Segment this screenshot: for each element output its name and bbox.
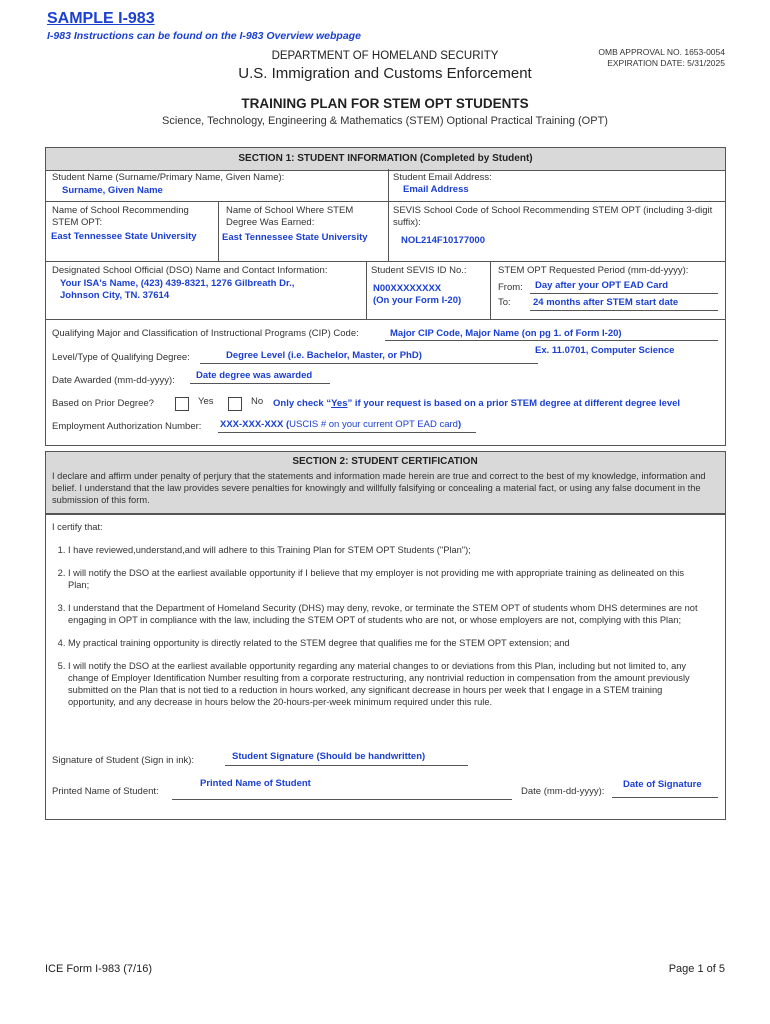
from-label: From: bbox=[498, 282, 523, 293]
ead-field[interactable]: XXX-XXX-XXX (USCIS # on your current OPT EAD card) bbox=[220, 419, 462, 430]
omb-approval: OMB APPROVAL NO. 1653-0054 bbox=[598, 47, 725, 57]
list-item: 2. I will notify the DSO at the earliest available opportunity if I believe that my employer is not providing me with appropriate training as delineated on this Plan; bbox=[68, 567, 706, 591]
prior-degree-yes-checkbox[interactable] bbox=[175, 397, 189, 411]
to-field[interactable]: 24 months after STEM start date bbox=[533, 297, 679, 308]
student-email-label: Student Email Address: bbox=[393, 172, 492, 183]
form-subtitle: Science, Technology, Engineering & Mathematics (STEM) Optional Practical Training (OPT) bbox=[162, 115, 608, 127]
dso-field-line1[interactable]: Your ISA's Name, (423) 439-8321, 1276 Gilbreath Dr., bbox=[60, 278, 295, 289]
instructions-link[interactable]: I-983 Instructions can be found on the I-983 Overview webpage bbox=[47, 30, 361, 42]
sevis-id-label: Student SEVIS ID No.: bbox=[371, 265, 467, 276]
prior-degree-label: Based on Prior Degree? bbox=[52, 398, 154, 409]
prior-degree-note: Only check “Yes” if your request is based on a prior STEM degree at different degree level bbox=[273, 398, 681, 409]
list-item: 3. I understand that the Department of Homeland Security (DHS) may deny, revoke, or terminate the STEM OPT of students whom DHS determines are not engaging in OPT in compliance with the law, including the STEM OPT of students who are not, or whose employers are not, complying with this Plan; bbox=[68, 602, 706, 626]
signature-field[interactable]: Student Signature (Should be handwritten) bbox=[232, 751, 426, 762]
date-label: Date (mm-dd-yyyy): bbox=[521, 786, 605, 797]
cip-label: Qualifying Major and Classification of Instructional Programs (CIP) Code: bbox=[52, 328, 359, 339]
to-label: To: bbox=[498, 297, 511, 308]
dso-field-line2[interactable]: Johnson City, TN. 37614 bbox=[60, 290, 170, 301]
certification-list bbox=[46, 544, 706, 719]
section2-header: SECTION 2: STUDENT CERTIFICATION bbox=[292, 456, 478, 467]
period-label: STEM OPT Requested Period (mm-dd-yyyy): bbox=[498, 265, 689, 276]
cip-example: Ex. 11.0701, Computer Science bbox=[535, 345, 675, 356]
printed-name-field[interactable]: Printed Name of Student bbox=[200, 778, 311, 789]
school-earned-field[interactable]: East Tennessee State University bbox=[222, 232, 368, 243]
date-field[interactable]: Date of Signature bbox=[623, 779, 702, 790]
form-id: ICE Form I-983 (7/16) bbox=[45, 963, 152, 975]
list-item: 4. My practical training opportunity is directly related to the STEM degree that qualifies me for the STEM OPT extension; and bbox=[68, 637, 706, 649]
declaration-text: I declare and affirm under penalty of perjury that the statements and information made herein are true and correct to the best of my knowledge, information and belief. I understand that the law provides severe penalties for knowingly and willfully falsifying or concealing a material fact, or using any false document in the submission of this form. bbox=[52, 471, 706, 505]
school-recommending-label: Name of School Recommending STEM OPT: bbox=[52, 205, 189, 228]
date-awarded-field[interactable]: Date degree was awarded bbox=[196, 370, 313, 381]
student-name-field[interactable]: Surname, Given Name bbox=[62, 185, 163, 196]
certify-intro: I certify that: bbox=[52, 522, 103, 532]
from-field[interactable]: Day after your OPT EAD Card bbox=[535, 280, 669, 291]
sevis-id-note: (On your Form I-20) bbox=[373, 295, 462, 306]
form-title: TRAINING PLAN FOR STEM OPT STUDENTS bbox=[241, 96, 529, 111]
section1-header: SECTION 1: STUDENT INFORMATION (Completed by Student) bbox=[45, 147, 726, 171]
sevis-id-field[interactable]: N00XXXXXXXX bbox=[373, 283, 442, 294]
sevis-code-field[interactable]: NOL214F10177000 bbox=[401, 235, 485, 246]
cip-field[interactable]: Major CIP Code, Major Name (on pg 1. of Form I-20) bbox=[390, 328, 622, 339]
expiration-date: EXPIRATION DATE: 5/31/2025 bbox=[607, 58, 725, 68]
degree-label: Level/Type of Qualifying Degree: bbox=[52, 352, 190, 363]
school-recommending-field[interactable]: East Tennessee State University bbox=[51, 231, 197, 242]
dso-label: Designated School Official (DSO) Name and Contact Information: bbox=[52, 265, 328, 276]
sevis-code-label: SEVIS School Code of School Recommending STEM OPT (including 3-digit suffix): bbox=[393, 205, 713, 228]
prior-degree-no-checkbox[interactable] bbox=[228, 397, 242, 411]
ead-label: Employment Authorization Number: bbox=[52, 421, 202, 432]
list-item: 1. I have reviewed,understand,and will adhere to this Training Plan for STEM OPT Students ("Plan"); bbox=[68, 544, 706, 556]
sample-title: SAMPLE I-983 bbox=[47, 10, 155, 27]
department-name: DEPARTMENT OF HOMELAND SECURITY bbox=[271, 50, 499, 62]
printed-name-label: Printed Name of Student: bbox=[52, 786, 159, 797]
yes-label: Yes bbox=[198, 396, 214, 407]
no-label: No bbox=[251, 396, 264, 407]
school-earned-label: Name of School Where STEM Degree Was Earned: bbox=[226, 205, 354, 228]
list-item: 5. I will notify the DSO at the earliest available opportunity regarding any material changes to or deviations from this Plan, including but not limited to, any change of Employer Identification Number resulting from a corporate restructuring, any nontrivial reduction in compensation from the amount previously submitted on the Plan that is not tied to a reduction in hours worked, any significant decrease in hours per week that I engage in a STEM training opportunity, and any decrease in hours below the 20-hours-per-week minimum required under this rule. bbox=[68, 660, 706, 708]
agency-name: U.S. Immigration and Customs Enforcement bbox=[238, 65, 532, 82]
date-awarded-label: Date Awarded (mm-dd-yyyy): bbox=[52, 375, 175, 386]
signature-label: Signature of Student (Sign in ink): bbox=[52, 755, 195, 766]
student-email-field[interactable]: Email Address bbox=[403, 184, 469, 195]
student-name-label: Student Name (Surname/Primary Name, Given Name): bbox=[52, 172, 285, 183]
page-number: Page 1 of 5 bbox=[668, 963, 725, 975]
degree-field[interactable]: Degree Level (i.e. Bachelor, Master, or PhD) bbox=[226, 350, 422, 361]
